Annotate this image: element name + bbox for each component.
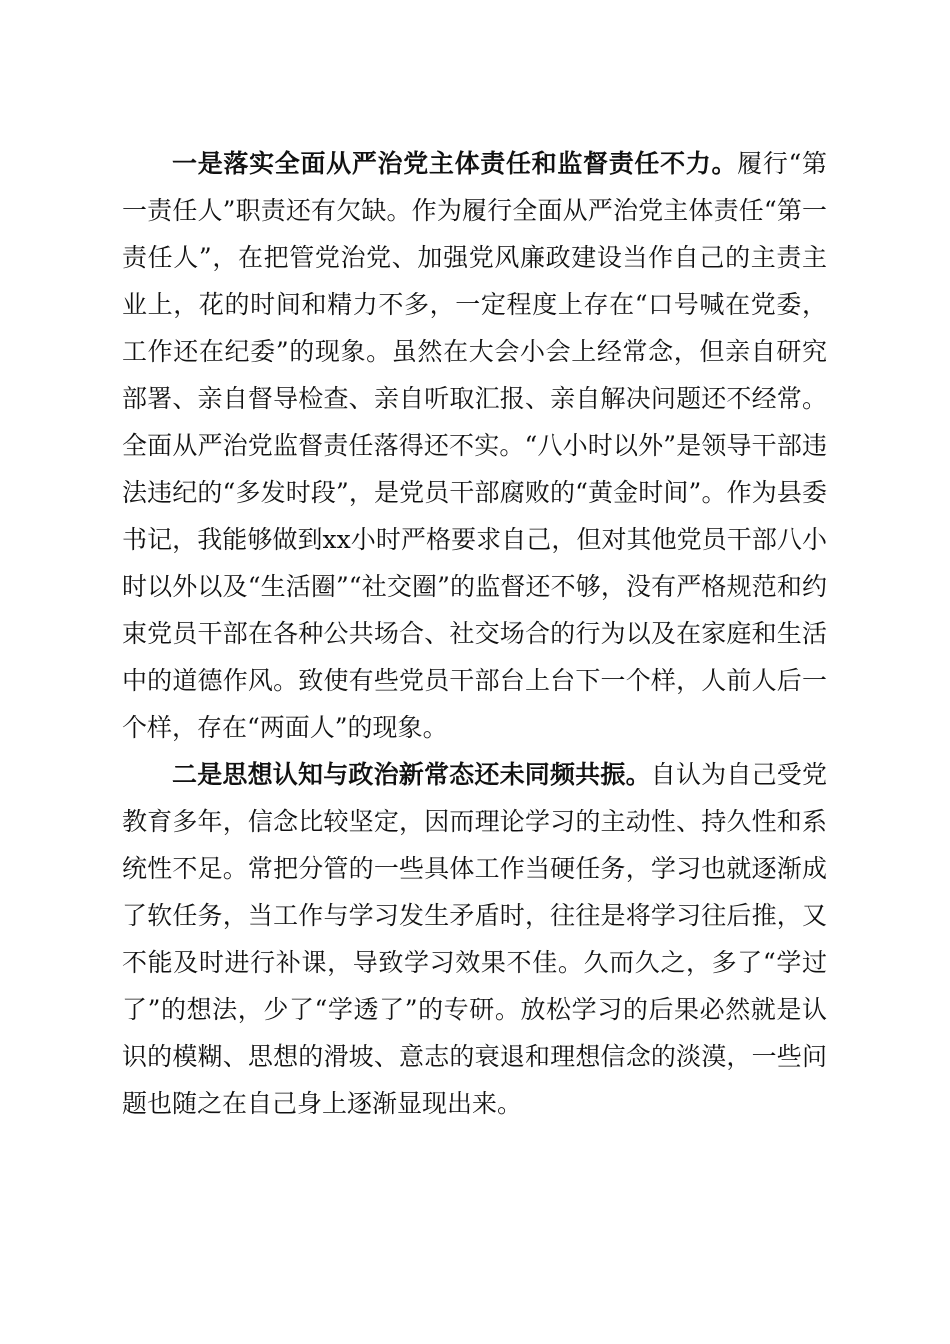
paragraph-2-body: 自认为自己受党教育多年，信念比较坚定，因而理论学习的主动性、持久性和系统性不足。常把分管的一些具体工作当硬任务，学习也就逐渐成了软任务，当工作与学习发生矛盾时，往往是将学习往后推，又不能及时进行补课，导致学习效果不佳。久而久之，多了“学过了”的想法，少了“学透了”的专研。放松学习的后果必然就是认识的模糊、思想的滑坡、意志的衰退和理想信念的淡漠，一些问题也随之在自己身上逐渐显现出来。 bbox=[122, 760, 827, 1118]
document-page bbox=[122, 140, 827, 1127]
paragraph-1-body: 履行“第一责任人”职责还有欠缺。作为履行全面从严治党主体责任“第一责任人”，在把管党治党、加强党风廉政建设当作自己的主责主业上，花的时间和精力不多，一定程度上存在“口号喊在党委，工作还在纪委”的现象。虽然在大会小会上经常念，但亲自研究部署、亲自督导检查、亲自听取汇报、亲自解决问题还不经常。全面从严治党监督责任落得还不实。“八小时以外”是领导干部违法违纪的“多发时段”，是党员干部腐败的“黄金时间”。作为县委书记，我能够做到xx小时严格要求自己，但对其他党员干部八小时以外以及“生活圈”“社交圈”的监督还不够，没有严格规范和约束党员干部在各种公共场合、社交场合的行为以及在家庭和生活中的道德作风。致使有些党员干部台上台下一个样，人前人后一个样，存在“两面人”的现象。 bbox=[122, 149, 827, 742]
paragraph-2-heading: 二是思想认知与政治新常态还未同频共振。 bbox=[172, 760, 651, 789]
paragraph-2 bbox=[122, 751, 827, 1127]
paragraph-1 bbox=[122, 140, 827, 751]
paragraph-1-heading: 一是落实全面从严治党主体责任和监督责任不力。 bbox=[172, 149, 738, 178]
